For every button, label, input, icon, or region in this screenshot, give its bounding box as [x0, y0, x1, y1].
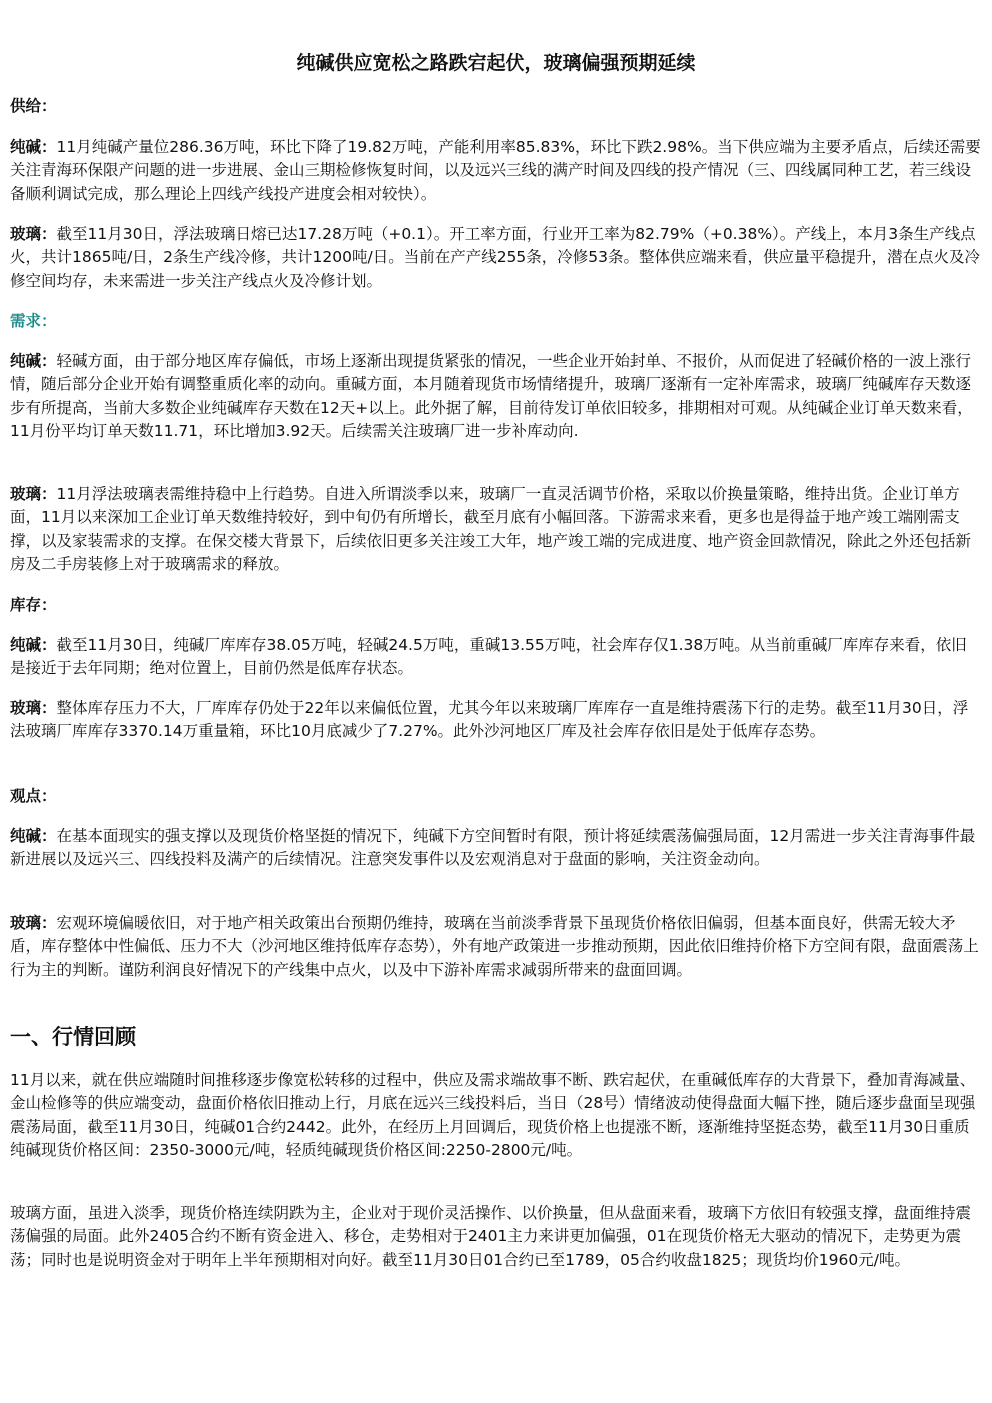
soda-label: 纯碱： [10, 352, 57, 370]
soda-label: 纯碱： [10, 636, 57, 654]
glass-label: 玻璃： [10, 699, 57, 717]
paragraph-text: 11月浮法玻璃表需维持稳中上行趋势。自进入所谓淡季以来，玻璃厂一直灵活调节价格，采取以价换量策略，维持出货。企业订单方面，11月以来深加工企业订单天数维持较好，到中旬仍有所增长，截至月底有小幅回落。下游需求来看，更多也是得益于地产竣工端刚需支撑，以及家装需求的支撑。在保交楼大背景下，后续依旧更多关注竣工大年，地产竣工端的完成进度、地产资金回款情况，除此之外还包括新房及二手房装修上对于玻璃需求的释放。 [10, 485, 972, 573]
demand-glass-paragraph [10, 483, 982, 576]
inventory-soda-paragraph [10, 634, 982, 681]
demand-heading: 需求： [10, 312, 57, 330]
paragraph-text: 轻碱方面，由于部分地区库存偏低，市场上逐渐出现提货紧张的情况，一些企业开始封单、不报价，从而促进了轻碱价格的一波上涨行情，随后部分企业开始有调整重质化率的动向。重碱方面，本月随着现货市场情绪提升，玻璃厂逐渐有一定补库需求，玻璃厂纯碱库存天数逐步有所提高，当前大多数企业纯碱库存天数在12天+以上。此外据了解，目前待发订单依旧较多，排期相对可观。从纯碱企业订单天数来看，11月份平均订单天数11.71，环比增加3.92天。后续需关注玻璃厂进一步补库动向. [10, 352, 973, 440]
demand-soda-paragraph [10, 350, 982, 443]
inventory-glass-paragraph [10, 697, 982, 744]
supply-heading: 供给： [10, 97, 57, 115]
paragraph-text: 截至11月30日，浮法玻璃日熔已达17.28万吨（+0.1）。开工率方面，行业开工率为82.79%（+0.38%）。产线上，本月3条生产线点火，共计1865吨/日，2条生产线冷修，共计1200吨/日。当前在产产线255条，冷修53条。整体供应端来看，供应量平稳提升，潜在点火及冷修空间均存，未来需进一步关注产线点火及冷修计划。 [10, 225, 981, 290]
view-heading: 观点： [10, 787, 57, 805]
glass-label: 玻璃： [10, 485, 57, 503]
view-glass-paragraph [10, 912, 982, 982]
paragraph-text: 截至11月30日，纯碱厂库库存38.05万吨，轻碱24.5万吨，重碱13.55万吨，社会库存仅1.38万吨。从当前重碱厂库库存来看，依旧是接近于去年同期；绝对位置上，目前仍然是低库存状态。 [10, 636, 967, 678]
paragraph-text: 宏观环境偏暖依旧，对于地产相关政策出台预期仍维持，玻璃在当前淡季背景下虽现货价格依旧偏弱，但基本面良好，供需无较大矛盾，库存整体中性偏低、压力不大（沙河地区维持低库存态势），外有地产政策进一步推动预期，因此依旧维持价格下方空间有限，盘面震荡上行为主的判断。谨防利润良好情况下的产线集中点火，以及中下游补库需求减弱所带来的盘面回调。 [10, 914, 979, 979]
paragraph-text: 整体库存压力不大，厂库库存仍处于22年以来偏低位置，尤其今年以来玻璃厂库库存一直是维持震荡下行的走势。截至11月30日，浮法玻璃厂库库存3370.14万重量箱，环比10月底减少了7.27%。此外沙河地区厂库及社会库存依旧是处于低库存态势。 [10, 699, 969, 741]
paragraph-text: 11月纯碱产量位286.36万吨，环比下降了19.82万吨，产能利用率85.83%，环比下跌2.98%。当下供应端为主要矛盾点，后续还需要关注青海环保限产问题的进一步进展、金山三期检修恢复时间，以及远兴三线的满产时间及四线的投产情况（三、四线属同种工艺，若三线设备顺利调试完成，那么理论上四线产线投产进度会相对较快）。 [10, 138, 981, 203]
supply-glass-paragraph [10, 223, 982, 293]
glass-label: 玻璃： [10, 914, 57, 932]
soda-label: 纯碱： [10, 138, 57, 156]
paragraph-text: 在基本面现实的强支撑以及现货价格坚挺的情况下，纯碱下方空间暂时有限，预计将延续震荡偏强局面，12月需进一步关注青海事件最新进展以及远兴三、四线投料及满产的后续情况。注意突发事件以及宏观消息对于盘面的影响，关注资金动向。 [10, 827, 976, 869]
glass-label: 玻璃： [10, 225, 57, 243]
supply-soda-paragraph [10, 136, 982, 206]
review-paragraph-2: 玻璃方面，虽进入淡季，现货价格连续阴跌为主，企业对于现价灵活操作、以价换量，但从盘面来看，玻璃下方依旧有较强支撑，盘面维持震荡偏强的局面。此外2405合约不断有资金进入、移仓，走势相对于2401主力来讲更加偏强，01在现货价格无大驱动的情况下，走势更为震荡；同时也是说明资金对于明年上半年预期相对向好。截至11月30日01合约已至1789，05合约收盘1825；现货均价1960元/吨。 [10, 1204, 972, 1269]
soda-label: 纯碱： [10, 827, 57, 845]
review-heading: 一、行情回顾 [10, 1025, 136, 1049]
page-title: 纯碱供应宽松之路跌宕起伏，玻璃偏强预期延续 [296, 52, 696, 74]
review-paragraph-1: 11月以来，就在供应端随时间推移逐步像宽松转移的过程中，供应及需求端故事不断、跌宕起伏，在重碱低库存的大背景下，叠加青海减量、金山检修等的供应端变动，盘面价格依旧推动上行，月底在远兴三线投料后，当日（28号）情绪波动使得盘面大幅下挫，随后逐步盘面呈现强震荡局面，截至11月30日，纯碱01合约2442。此外，在经历上月回调后，现货价格上也提涨不断，逐渐维持坚挺态势，截至11月30日重质纯碱现货价格区间：2350-3000元/吨，轻质纯碱现货价格区间:2250-2800元/吨。 [10, 1071, 976, 1159]
inventory-heading: 库存： [10, 596, 57, 614]
view-soda-paragraph [10, 825, 982, 872]
